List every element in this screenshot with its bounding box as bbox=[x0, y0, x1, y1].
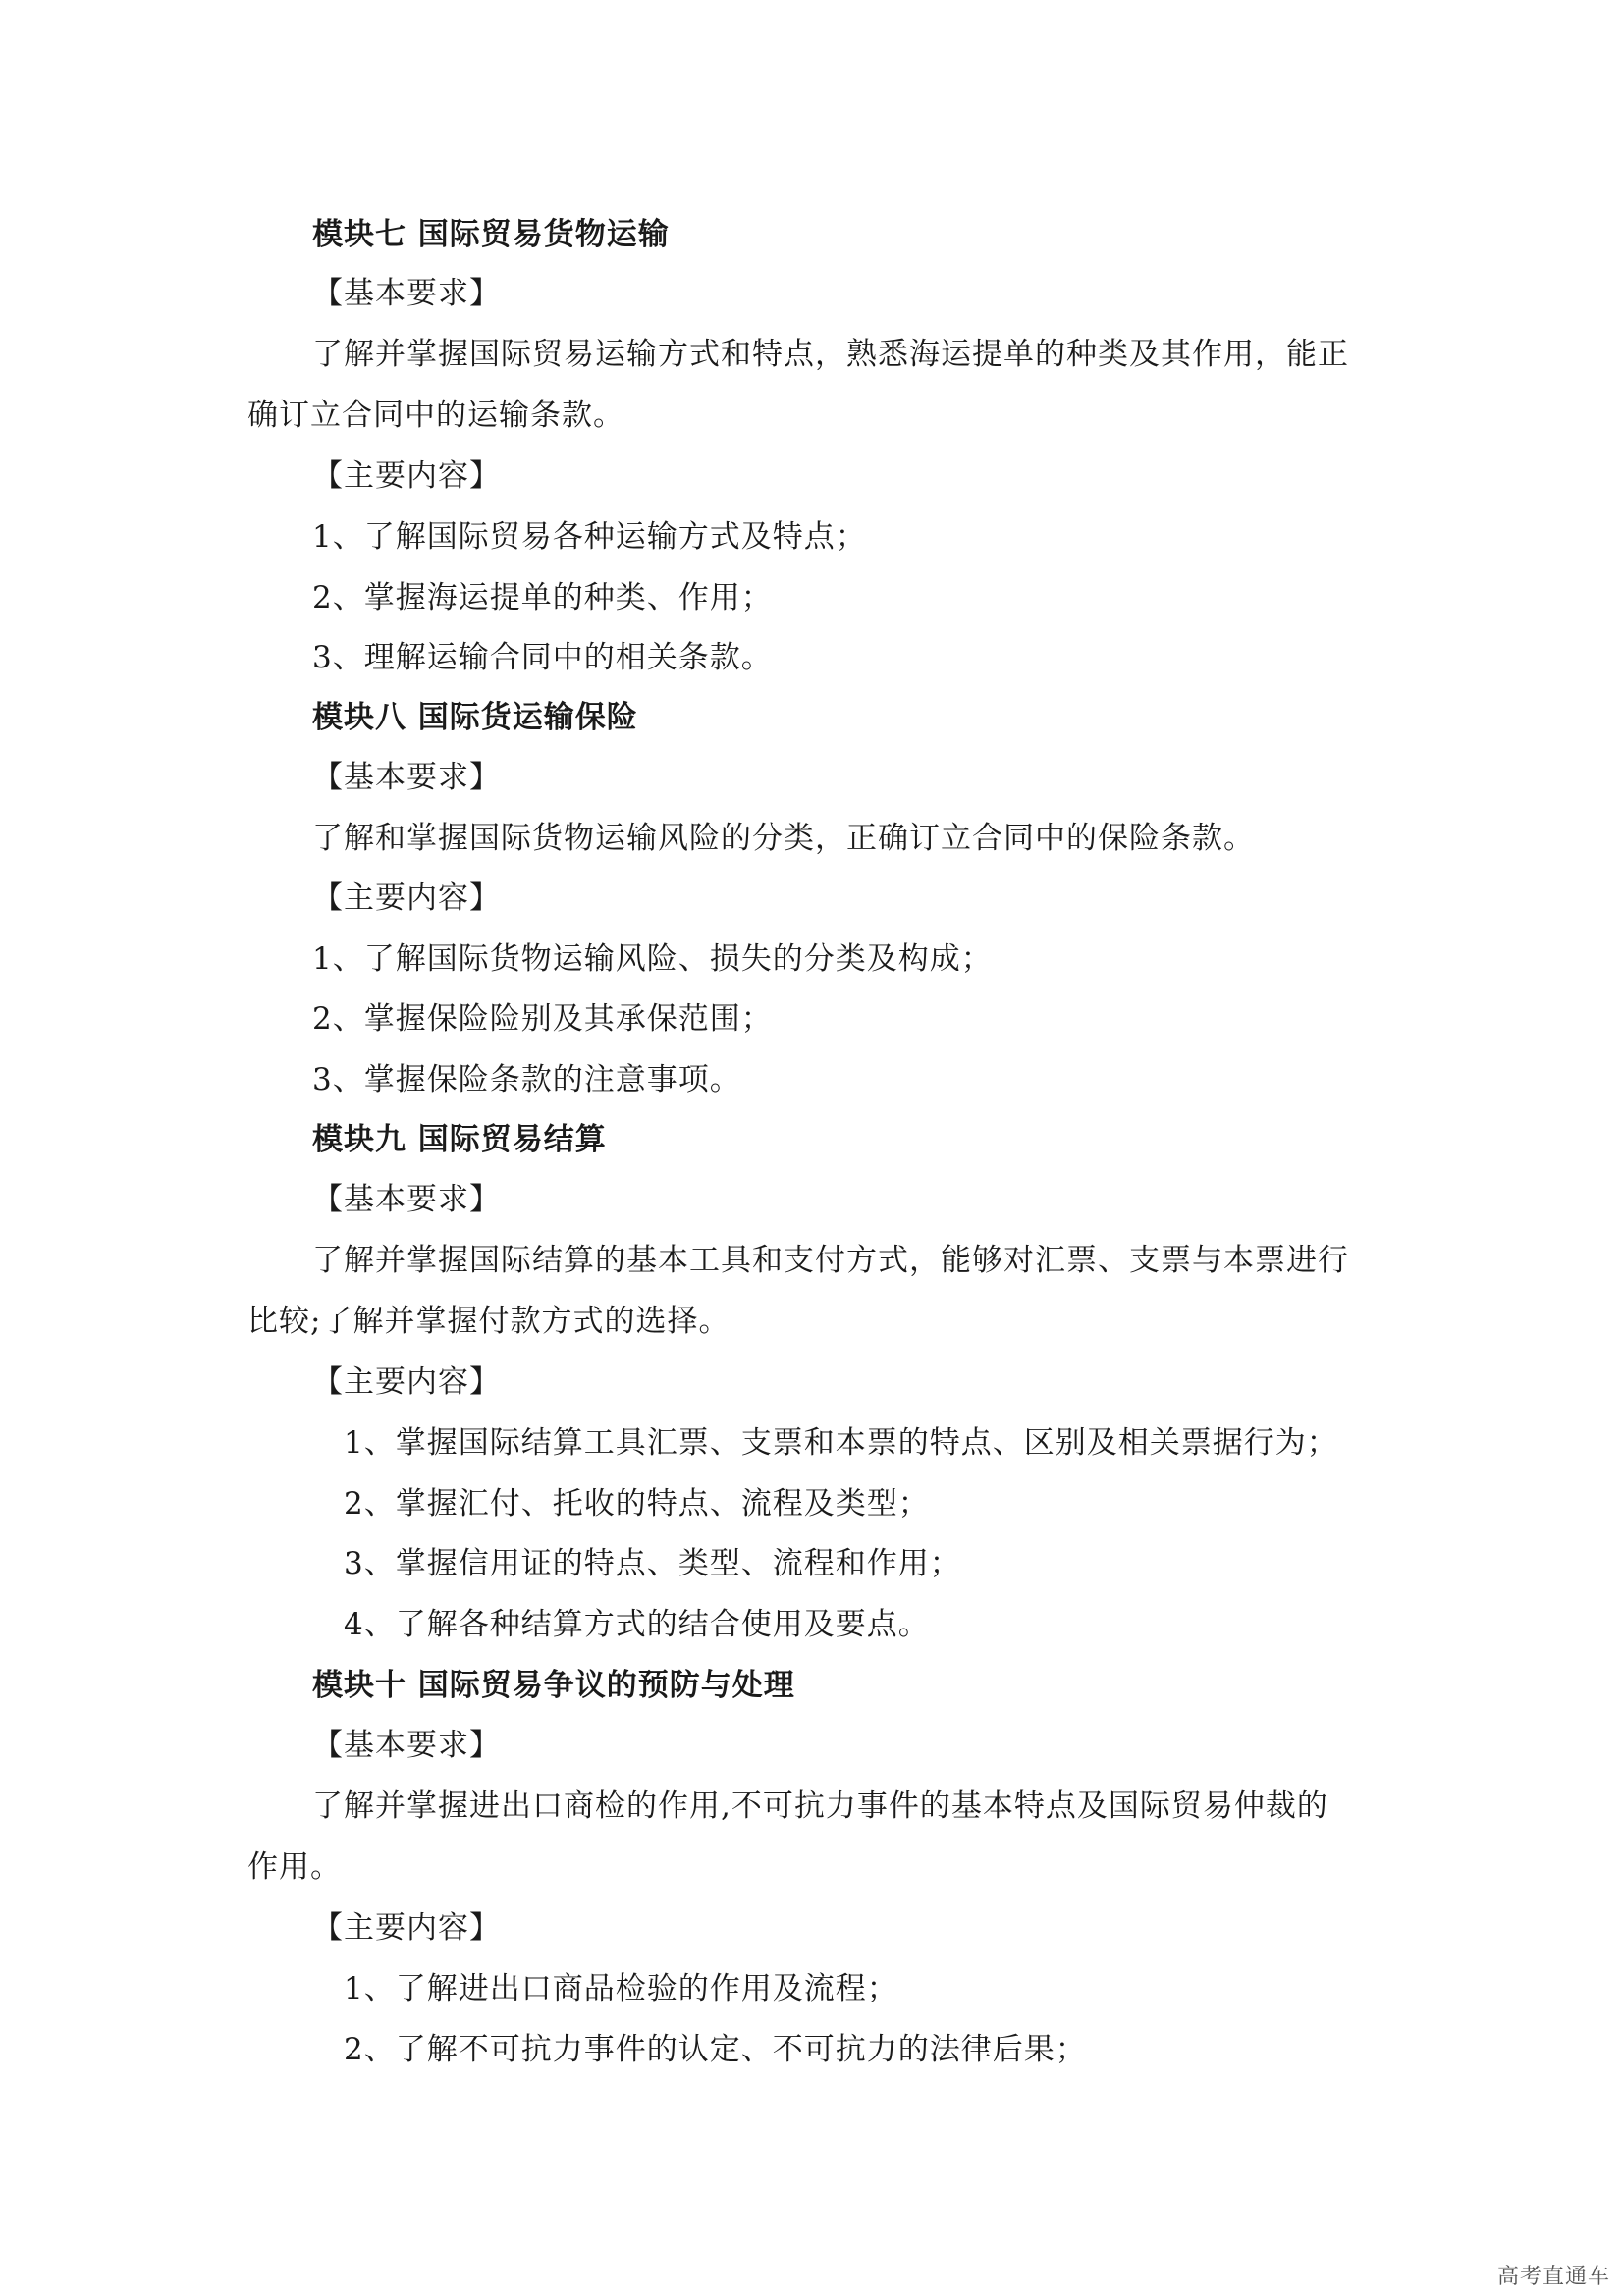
module-9-title: 模块九 国际贸易结算 bbox=[312, 1122, 607, 1157]
module-8-title: 模块八 国际货运输保险 bbox=[312, 700, 638, 735]
module-10-item-1: 1、了解进出口商品检验的作用及流程； bbox=[344, 1971, 898, 2006]
module-10-item-2: 2、了解不可抗力事件的认定、不可抗力的法律后果； bbox=[344, 2032, 1087, 2067]
module-7-basic-line-1: 了解并掌握国际贸易运输方式和特点，熟悉海运提单的种类及其作用，能正 bbox=[312, 337, 1349, 372]
module-8-content-label: 【主要内容】 bbox=[312, 881, 501, 916]
module-8-item-1: 1、了解国际货物运输风险、损失的分类及构成； bbox=[312, 941, 993, 977]
module-7-item-3: 3、理解运输合同中的相关条款。 bbox=[312, 640, 773, 675]
module-9-basic-line-2: 比较;了解并掌握付款方式的选择。 bbox=[247, 1304, 731, 1339]
module-9-content-label: 【主要内容】 bbox=[312, 1364, 501, 1400]
module-8-item-2: 2、掌握保险险别及其承保范围； bbox=[312, 1001, 773, 1037]
module-7-item-1: 1、了解国际贸易各种运输方式及特点； bbox=[312, 519, 867, 555]
module-10-title: 模块十 国际贸易争议的预防与处理 bbox=[312, 1668, 795, 1703]
module-7-content-label: 【主要内容】 bbox=[312, 458, 501, 494]
module-9-item-2: 2、掌握汇付、托收的特点、流程及类型； bbox=[344, 1486, 930, 1522]
module-9-item-3: 3、掌握信用证的特点、类型、流程和作用； bbox=[344, 1546, 961, 1581]
module-7-basic-line-2: 确订立合同中的运输条款。 bbox=[247, 398, 624, 433]
module-9-item-1: 1、掌握国际结算工具汇票、支票和本票的特点、区别及相关票据行为； bbox=[344, 1425, 1338, 1461]
module-7-title: 模块七 国际贸易货物运输 bbox=[312, 217, 670, 252]
module-9-item-4: 4、了解各种结算方式的结合使用及要点。 bbox=[344, 1607, 930, 1642]
module-8-item-3: 3、掌握保险条款的注意事项。 bbox=[312, 1062, 741, 1097]
module-7-basic-label: 【基本要求】 bbox=[312, 276, 501, 311]
module-7-item-2: 2、掌握海运提单的种类、作用； bbox=[312, 580, 773, 615]
module-9-basic-line-1: 了解并掌握国际结算的基本工具和支付方式，能够对汇票、支票与本票进行 bbox=[312, 1243, 1349, 1278]
module-8-basic-line-1: 了解和掌握国际货物运输风险的分类，正确订立合同中的保险条款。 bbox=[312, 821, 1255, 856]
module-8-basic-label: 【基本要求】 bbox=[312, 760, 501, 795]
module-10-basic-line-2: 作用。 bbox=[247, 1849, 342, 1885]
module-10-content-label: 【主要内容】 bbox=[312, 1910, 501, 1946]
watermark-text: 高考直通车 bbox=[1496, 2265, 1610, 2289]
module-10-basic-label: 【基本要求】 bbox=[312, 1728, 501, 1763]
module-9-basic-label: 【基本要求】 bbox=[312, 1182, 501, 1217]
module-10-basic-line-1: 了解并掌握进出口商检的作用,不可抗力事件的基本特点及国际贸易仲裁的 bbox=[312, 1789, 1328, 1824]
